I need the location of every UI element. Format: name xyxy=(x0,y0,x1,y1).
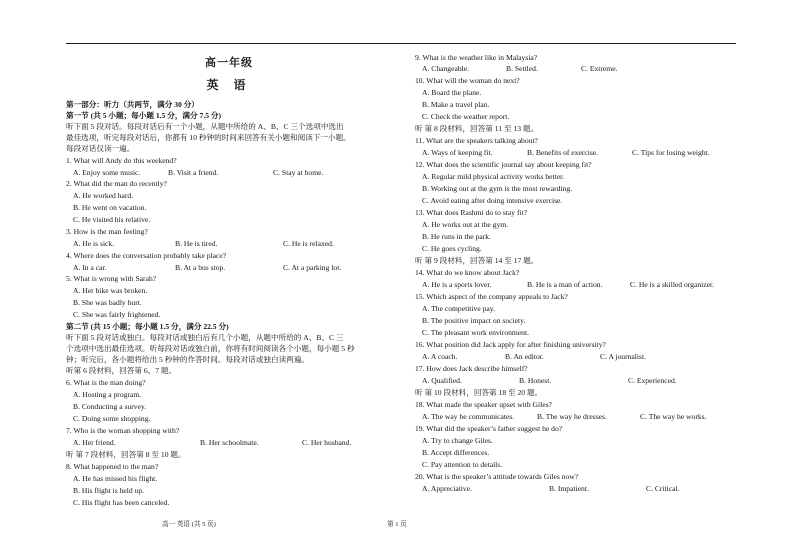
option-a: A. The way he communicates. xyxy=(422,412,515,421)
options-row xyxy=(422,375,745,386)
option-b: B. He runs in the park. xyxy=(422,232,491,241)
question-17: 17. How does Jack describe himself? xyxy=(415,364,528,373)
option-b: B. He went on vacation. xyxy=(73,203,147,212)
option-b: B. An editor. xyxy=(505,352,544,361)
question-6: 6. What is the man doing? xyxy=(66,378,146,387)
option-b: B. He is a man of action. xyxy=(527,280,603,289)
option-c: C. Avoid eating after doing intensive exercise. xyxy=(422,196,563,205)
question-3: 3. How is the man feeling? xyxy=(66,227,148,236)
subject-heading: 英 语 xyxy=(206,78,252,92)
question-19: 19. What did the speaker’s father suggest he do? xyxy=(415,424,563,433)
footer-page-number: 第 1 页 xyxy=(387,521,407,528)
options-row xyxy=(73,167,392,178)
section2-instruction: 听下面 5 段对话或独白。每段对话或独白后有几个小题，从题中所给的 A、B、C 三 xyxy=(66,333,344,342)
option-b: B. Her schoolmate. xyxy=(200,438,259,447)
option-a: A. Qualified. xyxy=(422,376,462,385)
option-a: A. He is a sports lover. xyxy=(422,280,492,289)
option-b: B. Impatient. xyxy=(549,484,589,493)
option-a: A. He works out at the gym. xyxy=(422,220,509,229)
material-note: 听 第 8 段材料，回答第 11 至 13 题。 xyxy=(415,124,539,133)
question-10: 10. What will the woman do next? xyxy=(415,76,520,85)
option-a: A. Ways of keeping fit. xyxy=(422,148,493,157)
question-11: 11. What are the speakers talking about? xyxy=(415,136,538,145)
options-row xyxy=(422,279,745,290)
option-c: C. A journalist. xyxy=(600,352,646,361)
option-c: C. The pleasant work environment. xyxy=(422,328,529,337)
option-c: C. Extreme. xyxy=(581,64,618,73)
option-a: A. He worked hard. xyxy=(73,191,134,200)
question-1: 1. What will Andy do this weekend? xyxy=(66,156,177,165)
option-c: C. She was fairly frightened. xyxy=(73,310,161,319)
section2-title: 第二节 (共 15 小题；每小题 1.5 分，满分 22.5 分) xyxy=(66,322,229,331)
option-b: B. She was badly hurt. xyxy=(73,298,142,307)
options-row xyxy=(422,147,745,158)
section1-title: 第一节 (共 5 小题；每小题 1.5 分，满分 7.5 分) xyxy=(66,111,222,120)
material-note: 听 第 9 段材料，回答第 14 至 17 题。 xyxy=(415,256,539,265)
section2-instruction: 钟；听完后，各小题将给出 5 秒钟的作答时间。每段对话或独白读两遍。 xyxy=(66,355,309,364)
option-c: C. Her husband. xyxy=(302,438,352,447)
options-row xyxy=(73,262,392,273)
option-a: A. Enjoy some music. xyxy=(73,168,141,177)
question-9: 9. What is the weather like in Malaysia? xyxy=(415,53,538,62)
option-b: B. Conducting a survey. xyxy=(73,402,147,411)
question-13: 13. What does Rashmi do to stay fit? xyxy=(415,208,528,217)
question-8: 8. What happened to the man? xyxy=(66,462,159,471)
option-c: C. Stay at home. xyxy=(273,168,324,177)
option-a: A. Hosting a program. xyxy=(73,390,142,399)
option-a: A. Changeable. xyxy=(422,64,470,73)
option-a: A. Appreciative. xyxy=(422,484,472,493)
option-c: C. He goes cycling. xyxy=(422,244,482,253)
question-16: 16. What position did Jack apply for after finishing university? xyxy=(415,340,606,349)
option-a: A. Regular mild physical activity works better. xyxy=(422,172,565,181)
question-15: 15. Which aspect of the company appeals to Jack? xyxy=(415,292,568,301)
question-5: 5. What is wrong with Sarah? xyxy=(66,274,157,283)
option-b: B. The positive impact on society. xyxy=(422,316,526,325)
option-b: B. The way he dresses. xyxy=(537,412,607,421)
options-row xyxy=(422,63,745,74)
options-row xyxy=(73,437,392,448)
question-2: 2. What did the man do recently? xyxy=(66,179,167,188)
material-note: 听第 6 段材料，回答第 6、7 题。 xyxy=(66,366,177,375)
option-a: A. He has missed his flight. xyxy=(73,474,158,483)
option-a: A. A coach. xyxy=(422,352,458,361)
option-a: A. He is sick. xyxy=(73,239,115,248)
option-c: C. Pay attention to details. xyxy=(422,460,503,469)
option-b: B. He is tired. xyxy=(175,239,218,248)
option-c: C. The way he works. xyxy=(640,412,707,421)
option-c: C. Check the weather report. xyxy=(422,112,510,121)
option-c: C. He is a skilled organizer. xyxy=(630,280,715,289)
option-c: C. Critical. xyxy=(646,484,680,493)
option-a: A. The competitive pay. xyxy=(422,304,495,313)
section1-instruction: 听下面 5 段对话。每段对话后有一个小题，从题中所给的 A、B、C 三个选项中选出 xyxy=(66,122,344,131)
option-b: B. At a bus stop. xyxy=(175,263,226,272)
option-b: B. Honest. xyxy=(519,376,552,385)
question-12: 12. What does the scientific journal say about keeping fit? xyxy=(415,160,592,169)
options-row xyxy=(422,411,745,422)
option-c: C. Doing some shopping. xyxy=(73,414,151,423)
option-b: B. Visit a friend. xyxy=(168,168,219,177)
option-a: A. Her friend. xyxy=(73,438,116,447)
option-b: B. Settled. xyxy=(506,64,538,73)
option-a: A. In a car. xyxy=(73,263,107,272)
section1-instruction: 最佳选项，听完每段对话后，你都有 10 秒钟的时间来回答有关小题和阅读下一小题。 xyxy=(66,133,351,142)
option-b: B. His flight is held up. xyxy=(73,486,145,495)
question-20: 20. What is the speaker’s attitude towards Giles now? xyxy=(415,472,579,481)
part1-title: 第一部分：听力（共两节，满分 30 分） xyxy=(66,100,199,109)
question-14: 14. What do we know about Jack? xyxy=(415,268,520,277)
question-18: 18. What made the speaker upset with Giles? xyxy=(415,400,552,409)
question-4: 4. Where does the conversation probably take place? xyxy=(66,251,227,260)
section1-instruction: 每段对话仅读一遍。 xyxy=(66,144,135,153)
option-c: C. His flight has been canceled. xyxy=(73,498,170,507)
grade-heading: 高一年级 xyxy=(205,57,253,69)
option-b: B. Benefits of exercise. xyxy=(527,148,599,157)
footer-page-info: 高一 英语 (共 5 页) xyxy=(162,521,216,528)
section2-instruction: 个选项中选出最佳选项。听每段对话或独白前，你将有时间阅读各个小题，每小题 5 秒 xyxy=(66,344,355,353)
material-note: 听 第 7 段材料，回答第 8 至 10 题。 xyxy=(66,450,186,459)
option-a: A. Her bike was broken. xyxy=(73,286,148,295)
option-b: B. Working out at the gym is the most rewarding. xyxy=(422,184,573,193)
option-b: B. Accept differences. xyxy=(422,448,490,457)
option-a: A. Try to change Giles. xyxy=(422,436,493,445)
options-row xyxy=(422,483,745,494)
option-c: C. At a parking lot. xyxy=(283,263,342,272)
option-c: C. Tips for losing weight. xyxy=(632,148,710,157)
top-rule xyxy=(66,43,736,44)
material-note: 听 第 10 段材料，回答第 18 至 20 题。 xyxy=(415,388,543,397)
options-row xyxy=(422,351,745,362)
option-c: C. He visited his relative. xyxy=(73,215,151,224)
option-a: A. Board the plane. xyxy=(422,88,482,97)
option-b: B. Make a travel plan. xyxy=(422,100,490,109)
option-c: C. He is relaxed. xyxy=(283,239,334,248)
option-c: C. Experienced. xyxy=(628,376,677,385)
question-7: 7. Who is the woman shopping with? xyxy=(66,426,180,435)
options-row xyxy=(73,238,392,249)
